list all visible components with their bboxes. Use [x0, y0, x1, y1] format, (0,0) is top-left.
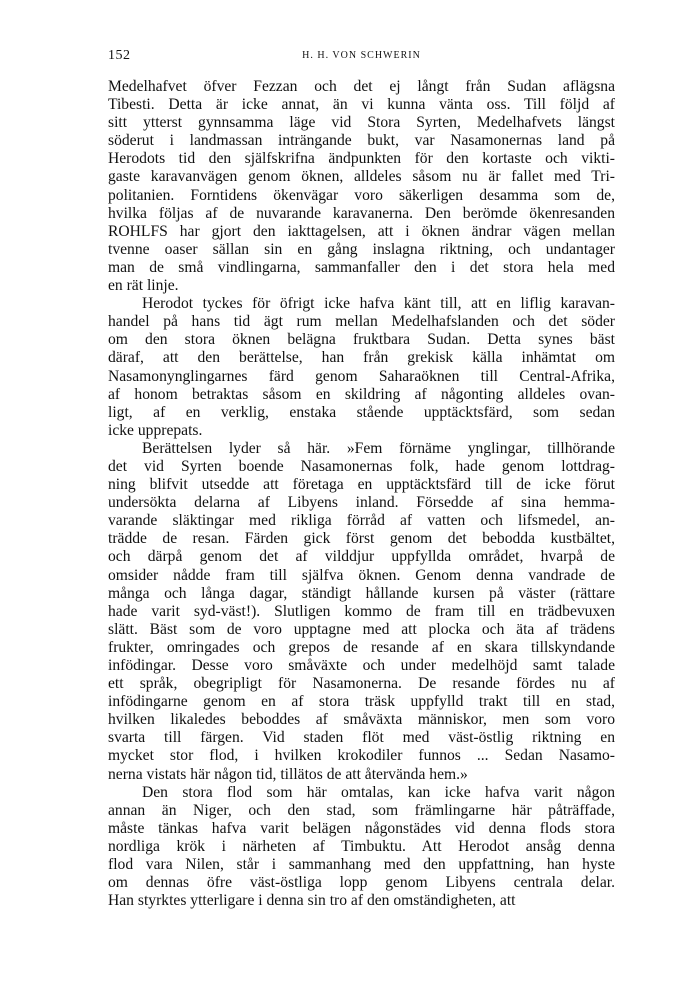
text-line: söderut i landmassan inträngande bukt, var Nasamonernas land på: [108, 132, 615, 150]
text-line: slätt. Bäst som de voro upptagne med att plocka och äta af trädens: [108, 620, 615, 638]
text-line: om den stora öknen belägna fruktbara Sudan. Detta synes bäst: [108, 331, 615, 349]
text-line: af honom betraktas såsom en skildring af någonting alldeles ovan-: [108, 385, 615, 403]
text-line: annan än Niger, och den stad, som främlingarne här påträffade,: [108, 801, 615, 819]
text-line: en rät linje.: [108, 277, 179, 295]
text-line: trädde de resan. Färden gick först genom det bebodda kustbältet,: [108, 530, 615, 548]
text-line: flod vara Nilen, står i sammanhang med den uppfattning, han hyste: [108, 856, 615, 874]
text-line: Herodots tid den själfskrifna ändpunkten för den kortaste och vikti-: [108, 150, 615, 168]
body-text: [108, 78, 615, 910]
text-line: svarta till färgen. Vid staden flöt med väst-östlig riktning en: [108, 729, 615, 747]
text-line: ligt, af en verklig, enstaka stående upptäcktsfärd, som sedan: [108, 403, 615, 421]
text-line: Han styrktes ytterligare i denna sin tro af den omständigheten, att: [108, 892, 516, 910]
text-line: icke upprepats.: [108, 421, 203, 439]
page-header: [108, 48, 615, 70]
text-line: politanien. Forntidens ökenvägar voro säkerligen desamma som de,: [108, 186, 615, 204]
text-line: måste tänkas hafva varit belägen någonstädes vid denna flods stora: [108, 819, 615, 837]
text-line: hade varit syd-väst!). Slutligen kommo de fram till en trädbevuxen: [108, 602, 615, 620]
text-line: däraf, att den berättelse, han från grekisk källa inhämtat om: [108, 349, 615, 367]
text-line: omsider nådde fram till själfva öknen. Genom denna vandrade de: [108, 566, 615, 584]
text-line: ning blifvit utsedde att företaga en upptäcktsfärd till de icke förut: [108, 476, 615, 494]
text-line: Berättelsen lyder så här. »Fem förnäme ynglingar, tillhörande: [142, 439, 615, 457]
text-line: tvenne oaser sällan sin en gång inslagna riktning, och undantager: [108, 240, 615, 258]
text-line: många och långa dagar, ständigt hållande kursen på väster (rättare: [108, 584, 615, 602]
text-line: ROHLFS har gjort den iakttagelsen, att i öknen ändrar vägen mellan: [108, 222, 615, 240]
text-line: nordliga krök i närheten af Timbuktu. Att Herodot ansåg denna: [108, 837, 615, 855]
text-line: Nasamonynglingarnes färd genom Saharaöknen till Central-Afrika,: [108, 367, 615, 385]
text-line: Tibesti. Detta är icke annat, än vi kunna vänta oss. Till följd af: [108, 96, 615, 114]
running-head: H. H. VON SCHWERIN: [302, 50, 421, 61]
page-number: 152: [108, 48, 131, 63]
text-line: ett språk, obegripligt för Nasamonerna. De resande fördes nu af: [108, 675, 615, 693]
paragraph: [108, 440, 615, 784]
paragraph: [108, 784, 615, 911]
text-line: Den stora flod som här omtalas, kan icke hafva varit någon: [142, 783, 615, 801]
text-line: nerna vistats här någon tid, tillätos de att återvända hem.»: [108, 765, 468, 783]
paragraph: [108, 78, 615, 295]
text-line: Herodot tyckes för öfrigt icke hafva känt till, att en liflig karavan-: [142, 295, 615, 313]
paragraph: [108, 295, 615, 440]
text-line: hvilka följas af de nuvarande karavanerna. Den berömde ökenresanden: [108, 204, 615, 222]
text-line: Medelhafvet öfver Fezzan och det ej långt från Sudan aflägsna: [108, 78, 615, 95]
text-line: varande släktingar med rikliga förråd af vatten och lifsmedel, an-: [108, 512, 615, 530]
text-line: det vid Syrten boende Nasamonernas folk, hade genom lottdrag-: [108, 457, 615, 475]
text-line: frukter, omringades och grepos de resande af en skara tillskyndande: [108, 638, 615, 656]
text-line: gaste karavanvägen genom öknen, alldeles såsom nu är fallet med Tri-: [108, 168, 615, 186]
text-line: infödingarne genom en af stora träsk uppfylld trakt till en stad,: [108, 693, 615, 711]
book-page: [108, 48, 615, 910]
text-line: mycket stor flod, i hvilken krokodiler funnos ... Sedan Nasamo-: [108, 747, 615, 765]
text-line: och därpå genom det af vilddjur uppfyllda området, hvarpå de: [108, 548, 615, 566]
text-line: om dennas öfre väst-östliga lopp genom Libyens centrala delar.: [108, 874, 615, 892]
text-line: undersökta delarna af Libyens inland. Försedde af sina hemma-: [108, 494, 615, 512]
text-line: sitt ytterst gynnsamma läge vid Stora Syrten, Medelhafvets längst: [108, 114, 615, 132]
text-line: man de små vindlingarna, sammanfaller den i det stora hela med: [108, 258, 615, 276]
text-line: hvilken likaledes beboddes af småväxta människor, men som voro: [108, 711, 615, 729]
text-line: infödingar. Desse voro småväxte och under medelhöjd samt talade: [108, 657, 615, 674]
text-line: handel på hans tid ägt rum mellan Medelhafslanden och det söder: [108, 313, 615, 331]
